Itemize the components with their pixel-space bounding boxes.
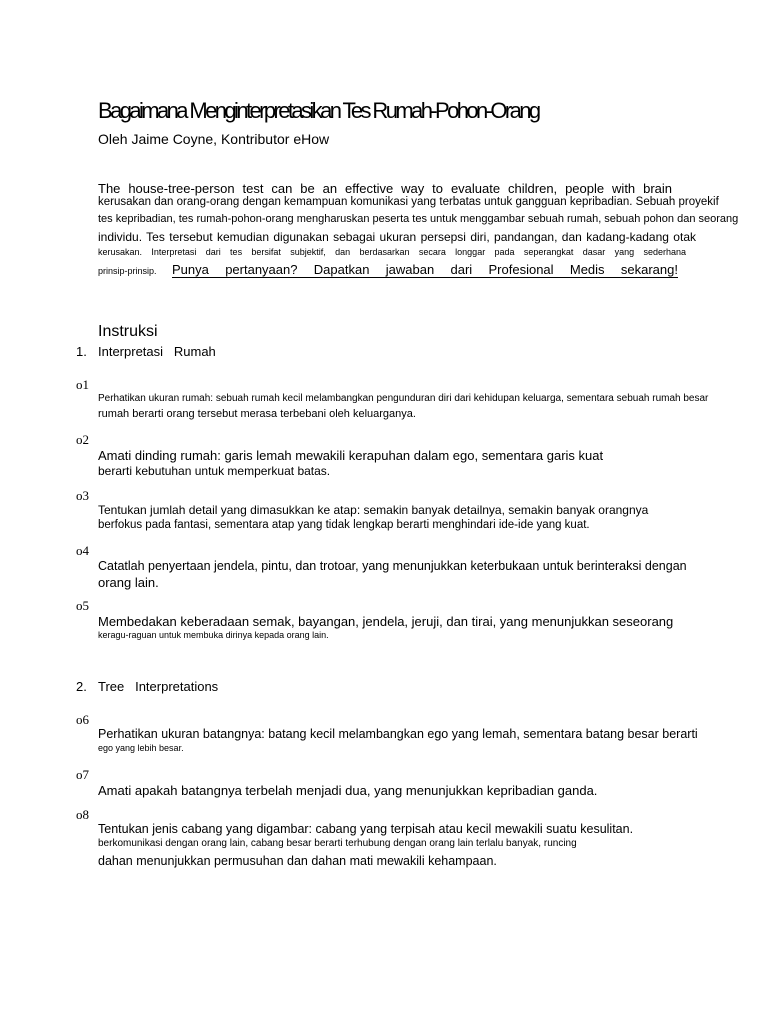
item-line: berarti kebutuhan untuk memperkuat batas. bbox=[98, 464, 331, 478]
item-line: Tentukan jenis cabang yang digambar: cabang yang terpisah atau kecil mewakili suatu kesulitan. bbox=[98, 822, 634, 836]
item-line: Tentukan jumlah detail yang dimasukkan ke atap: semakin banyak detailnya, semakin banyak orangnya bbox=[98, 503, 649, 517]
item-line: berfokus pada fantasi, sementara atap yang tidak lengkap berarti menghindari ide-ide yang kuat. bbox=[98, 519, 590, 531]
intro-line-3: tes kepribadian, tes rumah-pohon-orang mengharuskan peserta tes untuk menggambar sebuah rumah, sebuah pohon dan seorang bbox=[98, 213, 739, 225]
section-number: 2. bbox=[76, 679, 87, 694]
item-line: rumah berarti orang tersebut merasa terbebani oleh keluarganya. bbox=[98, 408, 416, 420]
link-word: Profesional bbox=[488, 262, 554, 277]
item-line: dahan menunjukkan permusuhan dan dahan mati mewakili kehampaan. bbox=[98, 854, 497, 868]
link-word: Punya bbox=[172, 262, 209, 277]
item-line: orang lain. bbox=[98, 575, 159, 590]
item-line: Amati apakah batangnya terbelah menjadi dua, yang menunjukkan kepribadian ganda. bbox=[98, 783, 598, 798]
item-marker: o4 bbox=[76, 543, 89, 558]
section-title-tree: Tree Interpretations bbox=[98, 679, 219, 694]
item-marker: o1 bbox=[76, 377, 89, 392]
link-word: Dapatkan bbox=[313, 262, 370, 277]
item-line: berkomunikasi dengan orang lain, cabang besar berarti terhubung dengan orang lain terlalu banyak, runcing bbox=[98, 838, 577, 849]
link-word: dari bbox=[450, 262, 473, 277]
item-marker: o8 bbox=[76, 807, 89, 822]
item-line: keragu-raguan untuk membuka dirinya kepada orang lain. bbox=[98, 630, 329, 640]
item-marker: o5 bbox=[76, 598, 89, 613]
item-marker: o2 bbox=[76, 432, 89, 447]
item-line: Perhatikan ukuran batangnya: batang kecil melambangkan ego yang lemah, sementara batang besar berarti bbox=[98, 727, 698, 741]
intro-line-5: kerusakan. Interpretasi dari tes bersifat subjektif, dan berdasarkan secara longgar pada seperangkat dasar yang sederhana bbox=[98, 247, 686, 257]
link-word: pertanyaan? bbox=[225, 262, 298, 277]
ask-professional-link[interactable] bbox=[172, 262, 678, 278]
author-byline: Oleh Jaime Coyne, Kontributor eHow bbox=[98, 131, 330, 147]
item-line: Perhatikan ukuran rumah: sebuah rumah kecil melambangkan pengunduran diri dari kehidupan keluarga, sementara sebuah rumah besar bbox=[98, 393, 709, 404]
intro-line-6: prinsip-prinsip. bbox=[98, 266, 157, 276]
link-word: Medis bbox=[569, 262, 605, 277]
page-title: Bagaimana Menginterpretasikan Tes Rumah-Pohon-Orang bbox=[98, 98, 539, 123]
item-line: ego yang lebih besar. bbox=[98, 743, 184, 753]
item-line: Amati dinding rumah: garis lemah mewakili kerapuhan dalam ego, sementara garis kuat bbox=[98, 448, 604, 463]
intro-line-2: kerusakan dan orang-orang dengan kemampuan komunikasi yang terbatas untuk gangguan kepribadian. Sebuah proyekif bbox=[98, 196, 719, 208]
item-line: Catatlah penyertaan jendela, pintu, dan trotoar, yang menunjukkan keterbukaan untuk berinteraksi dengan bbox=[98, 559, 687, 573]
link-word: jawaban bbox=[385, 262, 435, 277]
item-marker: o6 bbox=[76, 712, 89, 727]
intro-line-1: The house-tree-person test can be an effective way to evaluate children, people with brain bbox=[98, 181, 672, 196]
link-word: sekarang! bbox=[620, 262, 678, 277]
item-marker: o3 bbox=[76, 488, 89, 503]
item-line: Membedakan keberadaan semak, bayangan, jendela, jeruji, dan tirai, yang menunjukkan seseorang bbox=[98, 614, 674, 629]
intro-line-4: individu. Tes tersebut kemudian digunakan sebagai ukuran persepsi diri, pandangan, dan kadang-kadang otak bbox=[98, 230, 696, 244]
section-title-house: Interpretasi Rumah bbox=[98, 344, 216, 359]
item-marker: o7 bbox=[76, 767, 89, 782]
section-number: 1. bbox=[76, 344, 87, 359]
instructions-heading: Instruksi bbox=[98, 323, 158, 340]
